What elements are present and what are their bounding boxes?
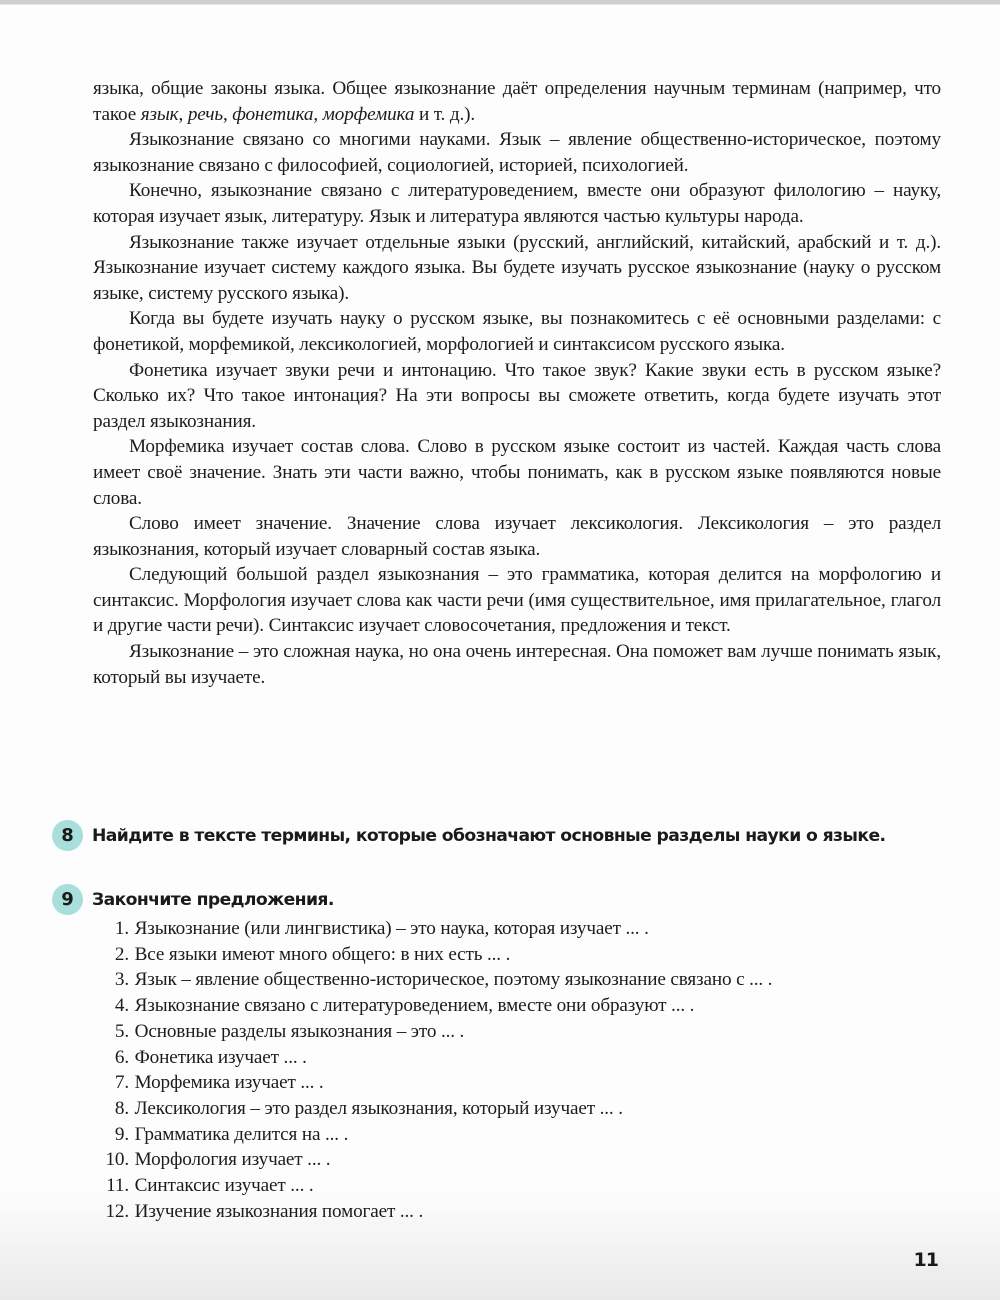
list-item <box>96 1173 772 1199</box>
item-text: Грамматика делится на ... . <box>134 1123 349 1145</box>
item-number: 2. <box>114 943 129 965</box>
paragraph-6: Фонетика изучает звуки речи и интонацию. Что такое звук? Какие звуки есть в русском языке? Сколько их? Что такое интонация? На эти вопросы вы сможете ответить, когда будете изучать этот раздел языкознания. <box>93 359 941 432</box>
paragraph-9: Следующий большой раздел языкознания – это грамматика, которая делится на морфологию и синтаксис. Морфология изучает слова как части речи (имя существительное, имя прилагательное, глагол и другие части речи). Синтаксис изучает словосочетания, предложения и текст. <box>93 564 941 637</box>
page-top-edge <box>0 0 1000 5</box>
list-item <box>96 1096 772 1122</box>
item-text: Синтаксис изучает ... . <box>134 1175 314 1197</box>
task-title: Закончите предложения. <box>92 889 334 910</box>
list-item <box>96 967 772 993</box>
term-phonetics: фонетика <box>232 103 314 125</box>
item-text: Языкознание связано с литературоведением, вместе они образуют ... . <box>134 995 695 1017</box>
item-text: Язык – явление общественно-историческое, поэтому языкознание связано с ... . <box>134 969 773 991</box>
paragraph-2: Языкознание связано со многими науками. Язык – явление общественно-историческое, поэтому языкознание связано с философией, социологией, историей, психологией. <box>93 129 941 176</box>
item-text: Лексикология – это раздел языкознания, который изучает ... . <box>134 1097 623 1119</box>
paragraph-4: Языкознание также изучает отдельные языки (русский, английский, китайский, арабский и т. д.). Языкознание изучает систему каждого языка. Вы будете изучать русское языкознание (науку о русском языке, систему русского языка). <box>93 231 941 304</box>
list-item <box>96 1122 772 1148</box>
list-item <box>96 942 772 968</box>
item-text: Изучение языкознания помогает ... . <box>134 1200 424 1222</box>
task-number-badge: 9 <box>52 884 83 915</box>
term-language: язык <box>140 103 179 125</box>
item-text: Основные разделы языкознания – это ... . <box>134 1020 465 1042</box>
item-text: Языкознание (или лингвистика) – это наука, которая изучает ... . <box>134 918 649 939</box>
task-9 <box>52 884 334 915</box>
item-number: 5. <box>114 1020 129 1042</box>
paragraph-text: и т. д.). <box>414 103 475 125</box>
paragraph-text: языка, общие законы языка. Общее языкознание даёт определения научным терминам (например, что такое <box>93 78 941 125</box>
item-number: 9. <box>114 1123 129 1145</box>
item-number: 10. <box>105 1149 129 1171</box>
reading-text <box>93 76 941 690</box>
paragraph-8: Слово имеет значение. Значение слова изучает лексикология. Лексикология – это раздел языкознания, который изучает словарный состав языка. <box>93 513 941 560</box>
list-item <box>96 1147 772 1173</box>
item-number: 11. <box>106 1175 129 1197</box>
item-number: 3. <box>114 969 129 991</box>
task-number-badge: 8 <box>52 820 83 851</box>
list-item <box>96 1045 772 1071</box>
paragraph-3: Конечно, языкознание связано с литературоведением, вместе они образуют филологию – науку, которая изучает язык, литературу. Язык и литература являются частью культуры народа. <box>93 180 941 227</box>
list-item <box>96 916 772 942</box>
item-text: Фонетика изучает ... . <box>134 1046 307 1068</box>
term-morphemics: морфемика <box>322 103 415 125</box>
paragraph-1: языка, общие законы языка. Общее языкознание даёт определения научным терминам (например, что такое язык, речь, фонетика, морфемика и т. д.). <box>93 78 941 125</box>
list-item <box>96 993 772 1019</box>
sentence-list <box>96 916 772 1224</box>
item-number: 1. <box>114 918 129 939</box>
item-number: 8. <box>114 1097 129 1119</box>
item-text: Морфология изучает ... . <box>134 1149 331 1171</box>
list-item <box>96 1070 772 1096</box>
item-number: 7. <box>114 1072 129 1094</box>
list-item <box>96 1199 772 1225</box>
item-number: 12. <box>105 1200 129 1222</box>
task-title: Найдите в тексте термины, которые обозначают основные разделы науки о языке. <box>92 825 886 846</box>
item-text: Все языки имеют много общего: в них есть ... . <box>134 943 511 965</box>
item-number: 6. <box>114 1046 129 1068</box>
page-number: 11 <box>913 1249 938 1271</box>
paragraph-10: Языкознание – это сложная наука, но она очень интересная. Она поможет вам лучше понимать язык, который вы изучаете. <box>93 641 941 688</box>
list-item <box>96 1019 772 1045</box>
paragraph-5: Когда вы будете изучать науку о русском языке, вы познакомитесь с её основными разделами: с фонетикой, морфемикой, лексикологией, морфологией и синтаксисом русского языка. <box>93 308 941 355</box>
task-8 <box>52 820 885 851</box>
paragraph-7: Морфемика изучает состав слова. Слово в русском языке состоит из частей. Каждая часть слова имеет своё значение. Знать эти части важно, чтобы понимать, как в русском языке появляются новые слова. <box>93 436 941 509</box>
item-text: Морфемика изучает ... . <box>134 1072 324 1094</box>
item-number: 4. <box>114 995 129 1017</box>
term-speech: речь <box>187 103 223 125</box>
